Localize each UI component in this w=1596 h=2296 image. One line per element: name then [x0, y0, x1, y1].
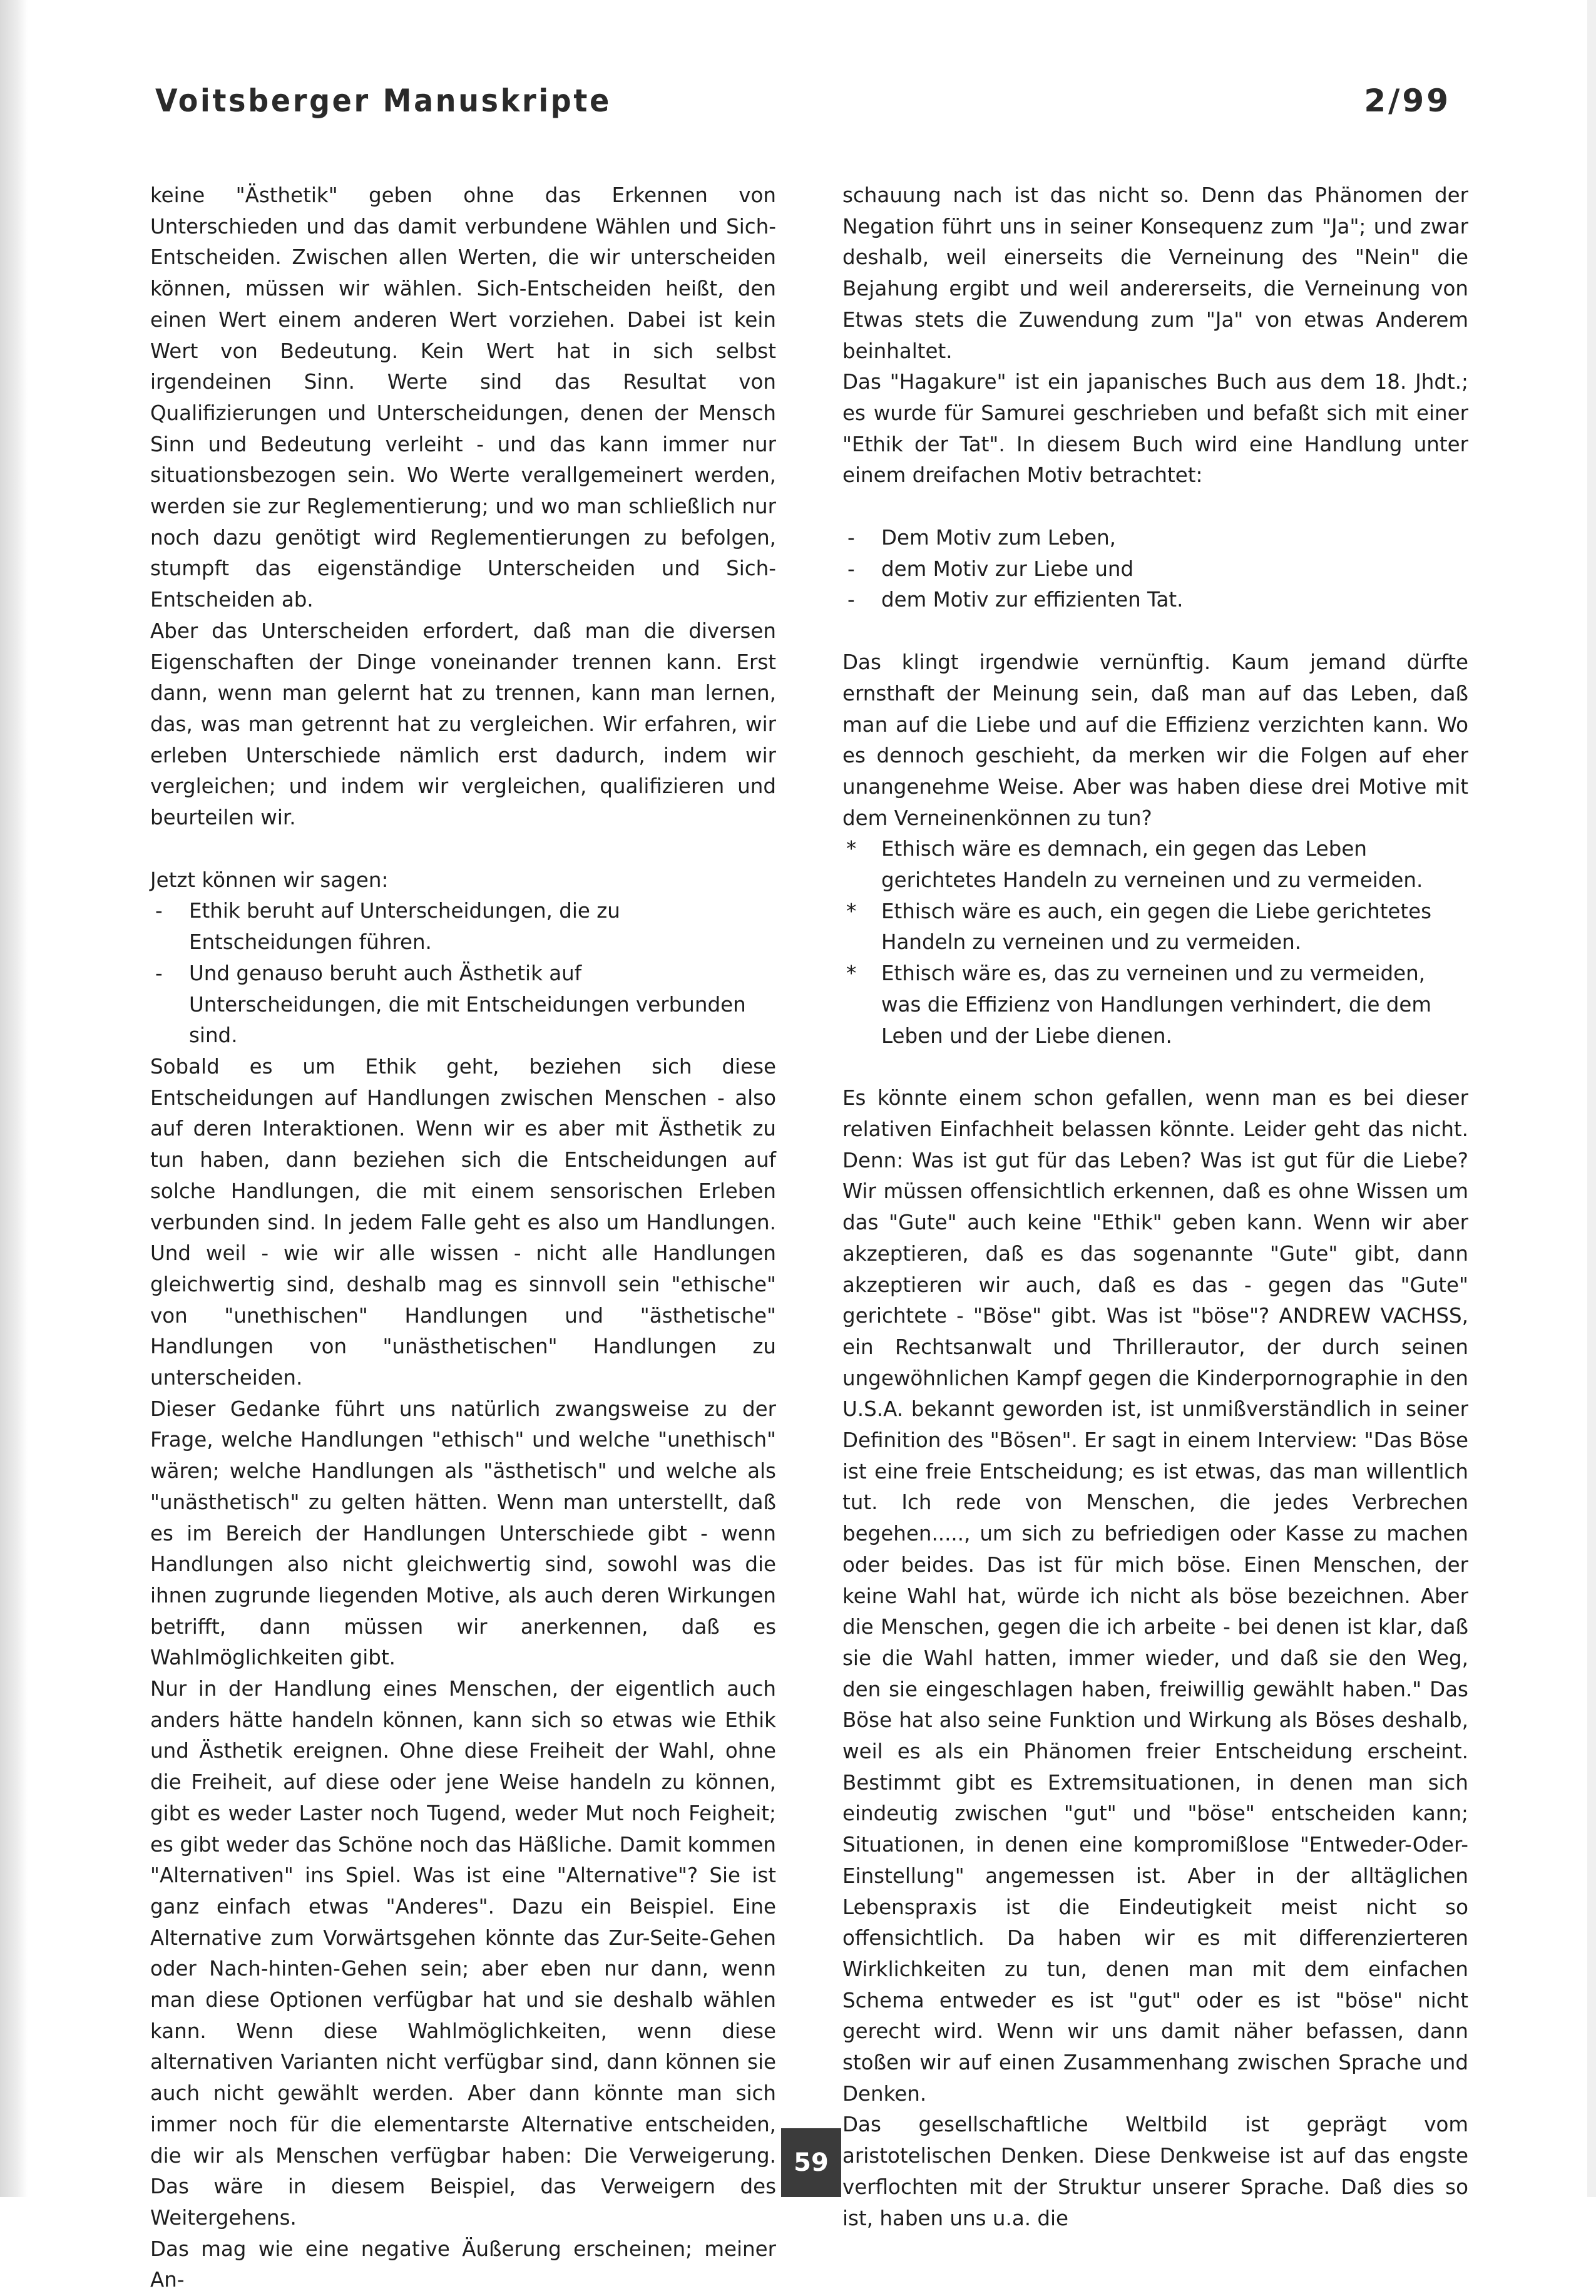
left-column: [150, 180, 776, 2296]
right-column: [842, 180, 1468, 2234]
paragraph: Das mag wie eine negative Äußerung erscheinen; meiner An-: [150, 2237, 776, 2292]
list-item: - Dem Motiv zum Leben,: [842, 523, 1468, 554]
paragraph: Dieser Gedanke führt uns natürlich zwangsweise zu der Frage, welche Handlungen "ethisch" und welche "unethisch" wären; welche Handlungen als "ästhetisch" und welche als "unästhetisch" zu gelten hätten. Wenn man unterstellt, daß es im Bereich der Handlungen Unterschiede gibt - wenn Handlungen also nicht gleichwertig sind, sowohl was die ihnen zugrunde liegenden Motive, als auch deren Wirkungen betrifft, dann müssen wir anerkennen, daß es Wahlmöglichkeiten gibt.: [150, 1397, 776, 1670]
paragraph: Sobald es um Ethik geht, beziehen sich diese Entscheidungen auf Handlungen zwischen Menschen - also auf deren Interaktionen. Wenn wir es aber mit Ästhetik zu tun haben, dann beziehen sich die Entscheidungen auf solche Handlungen, die mit einem sensorischen Erleben verbunden sind. In jedem Falle geht es also um Handlungen. Und weil - wie wir alle wissen - nicht alle Handlungen gleichwertig sind, deshalb mag es sinnvoll sein "ethische" von "unethischen" Handlungen und "ästhetische" Handlungen von "unästhetischen" Handlungen zu unterscheiden.: [150, 1054, 776, 1390]
paragraph: Es könnte einem schon gefallen, wenn man es bei dieser relativen Einfachheit belassen könnte. Leider geht das nicht. Denn: Was ist gut für das Leben? Was ist gut für die Liebe? Wir müssen offensichtlich erkennen, daß es ohne Wissen um das "Gute" auch keine "Ethik" geben kann. Wenn wir aber akzeptieren, daß es das sogenannte "Gute" gibt, dann akzeptieren wir auch, daß es das - gegen das "Gute" gerichtete - "Böse" gibt. Was ist "böse"? ANDREW VACHSS, ein Rechtsanwalt und Thrillerautor, der durch seinen ungewöhnlichen Kampf gegen die Kinderpornographie in den U.S.A. bekannt geworden ist, ist unmißverständlich in seiner Definition des "Bösen". Er sagt in einem Interview: "Das Böse ist eine freie Entscheidung; es ist etwas, das man willentlich tut. Ich rede von Menschen, die jedes Verbrechen begehen....., um sich zu befriedigen oder Kasse zu machen oder beides. Das ist für mich böse. Einen Menschen, der keine Wahl hat, würde ich nicht als böse bezeichnen. Aber die Menschen, gegen die ich arbeite - bei denen ist klar, daß sie die Wahl hatten, immer wieder, und daß sie den Weg, den sie eingeschlagen haben, freiwillig gewählt haben." Das Böse hat also seine Funktion und Wirkung als Böses deshalb, weil es als ein Phänomen freier Entscheidung erscheint. Bestimmt gibt es Extremsituationen, in denen man sich eindeutig zwischen "gut" und "böse" entscheiden kann; Situationen, in denen eine kompromißlose "Entweder-Oder-Einstellung" angemessen ist. Aber in der alltäglichen Lebenspraxis ist die Eindeutigkeit meist nicht so offensichtlich. Da haben wir es mit differenzierteren Wirklichkeiten zu tun, denen man mit dem einfachen Schema entweder es ist "gut" oder es ist "böse" nicht gerecht wird. Wenn wir uns damit näher befassen, dann stoßen wir auf einen Zusammenhang zwischen Sprache und Denken.: [842, 1086, 1468, 2106]
paragraph: schauung nach ist das nicht so. Denn das Phänomen der Negation führt uns in seiner Konsequenz zum "Ja"; und zwar deshalb, weil einerseits die Verneinung des "Nein" die Bejahung ergibt und weil andererseits, die Verneinung von Etwas stets die Zuwendung zum "Ja" von etwas Anderem beinhaltet.: [842, 183, 1468, 363]
paragraph: keine "Ästhetik" geben ohne das Erkennen von Unterschieden und das damit verbundene Wählen und Sich-Entscheiden. Zwischen allen Werten, die wir unterscheiden können, müssen wir wählen. Sich-Entscheiden heißt, den einen Wert einem anderen Wert vorziehen. Dabei ist kein Wert von Bedeutung. Kein Wert hat in sich selbst irgendeinen Sinn. Werte sind das Resultat von Qualifizierungen und Unterscheidungen, denen der Mensch Sinn und Bedeutung verleiht - und das kann immer nur situationsbezogen sein. Wo Werte verallgemeinert werden, werden sie zur Reglementierung; und wo man schließlich nur noch dazu genötigt wird Reglementierungen zu befolgen, stumpft das eigenständige Unterscheiden und Sich-Entscheiden ab.: [150, 183, 776, 612]
spacer: [842, 616, 1468, 647]
list-item: * Ethisch wäre es demnach, ein gegen das Leben gerichtetes Handeln zu verneinen und zu vermeiden.: [842, 834, 1468, 896]
paragraph: Das "Hagakure" ist ein japanisches Buch aus dem 18. Jhdt.; es wurde für Samurei geschrieben und befaßt sich mit einer "Ethik der Tat". In diesem Buch wird eine Handlung unter einem dreifachen Motiv betrachtet:: [842, 370, 1468, 488]
list-item: - dem Motiv zur Liebe und: [842, 554, 1468, 585]
spacer: [150, 834, 776, 865]
page-number: 59: [781, 2128, 841, 2197]
paragraph: Jetzt können wir sagen:: [150, 868, 389, 892]
magazine-title: Voitsberger Manuskripte: [155, 83, 611, 119]
paragraph: Nur in der Handlung eines Menschen, der eigentlich auch anders hätte handeln können, kann sich so etwas wie Ethik und Ästhetik ereignen. Ohne diese Freiheit der Wahl, ohne die Freiheit, auf diese oder jene Weise handeln zu können, gibt es weder Laster noch Tugend, weder Mut noch Feigheit; es gibt weder das Schöne noch das Häßliche. Damit kommen "Alternativen" ins Spiel. Was ist eine "Alternative"? Sie ist ganz einfach etwas "Anderes". Dazu ein Beispiel. Eine Alternative zum Vorwärtsgehen könnte das Zur-Seite-Gehen oder Nach-hinten-Gehen sein; aber eben nur dann, wenn man diese Optionen verfügbar hat und sie deshalb wählen kann. Wenn diese Wahlmöglichkeiten, wenn diese alternativen Varianten nicht verfügbar sind, dann können sie auch nicht gewählt werden. Aber dann könnte man sich immer noch für die elementarste Alternative entscheiden, die wir als Menschen verfügbar haben: Die Verweigerung. Das wäre in diesem Beispiel, das Verweigern des Weitergehens.: [150, 1677, 776, 2230]
list-item: - Ethik beruht auf Unterscheidungen, die zu Entscheidungen führen.: [150, 896, 776, 958]
list-item: - Und genauso beruht auch Ästhetik auf Unterscheidungen, die mit Entscheidungen verbunden sind.: [150, 958, 776, 1052]
spacer: [842, 491, 1468, 523]
list-item: * Ethisch wäre es auch, ein gegen die Liebe gerichtetes Handeln zu verneinen und zu vermeiden.: [842, 896, 1468, 958]
paragraph: Das klingt irgendwie vernünftig. Kaum jemand dürfte ernsthaft der Meinung sein, daß man auf das Leben, daß man auf die Liebe und auf die Effizienz verzichten kann. Wo es dennoch geschieht, da merken wir die Folgen auf eher unangenehme Weise. Aber was haben diese drei Motive mit dem Verneinenkönnen zu tun?: [842, 650, 1468, 830]
spacer: [842, 1052, 1468, 1083]
scan-edge-left: [0, 0, 28, 2197]
list-item: * Ethisch wäre es, das zu verneinen und zu vermeiden, was die Effizienz von Handlungen verhindert, die dem Leben und der Liebe dienen.: [842, 958, 1468, 1052]
issue-number: 2/99: [1364, 83, 1451, 119]
paragraph: Das gesellschaftliche Weltbild ist geprägt vom aristotelischen Denken. Diese Denkweise ist auf das engste verflochten mit der Struktur unserer Sprache. Daß dies so ist, haben uns u.a. die: [842, 2113, 1468, 2230]
scan-edge-right: [1587, 0, 1596, 2197]
paragraph: Aber das Unterscheiden erfordert, daß man die diversen Eigenschaften der Dinge voneinander trennen kann. Erst dann, wenn man gelernt hat zu trennen, kann man lernen, das, was man getrennt hat zu vergleichen. Wir erfahren, wir erleben Unterschiede nämlich erst dadurch, indem wir vergleichen; und indem wir vergleichen, qualifizieren und beurteilen wir.: [150, 618, 776, 830]
list-item: - dem Motiv zur effizienten Tat.: [842, 585, 1468, 616]
